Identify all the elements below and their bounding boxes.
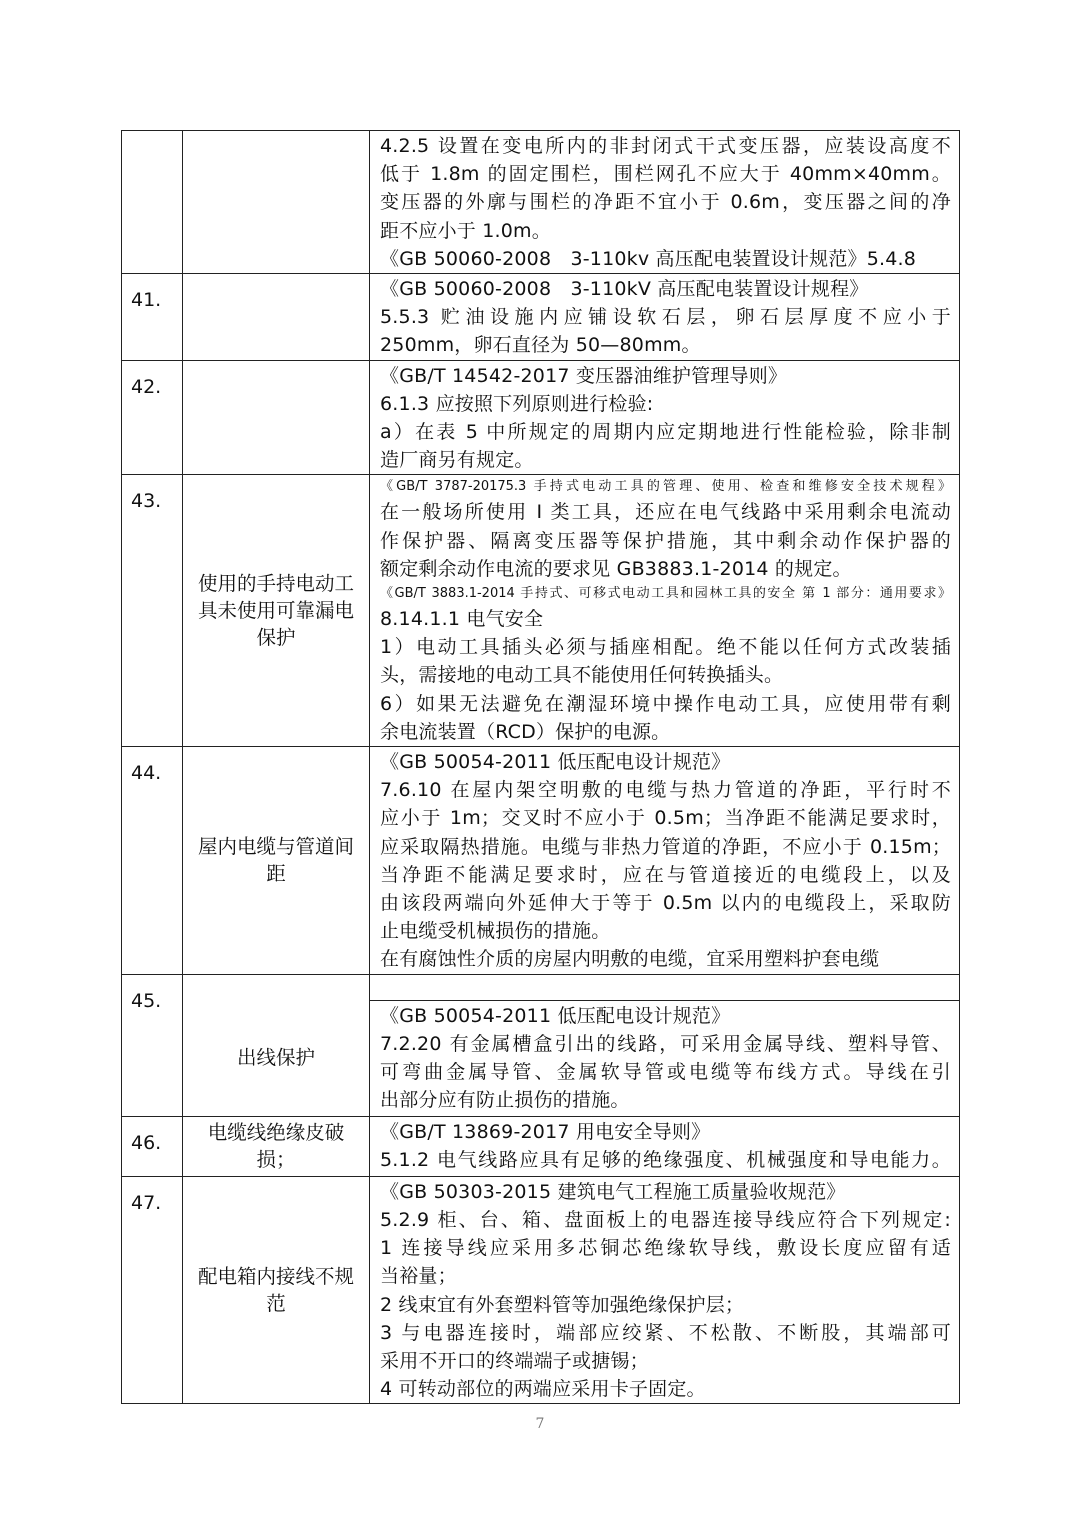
table-row xyxy=(122,274,960,361)
hazard-item xyxy=(183,274,370,361)
basis-line: 2 线束宜有外套塑料管等加强绝缘保护层； xyxy=(380,1293,745,1316)
regulation-basis xyxy=(370,747,960,975)
basis-line: 《GB 50060-2008 3-110kv 高压配电装置设计规范》5.4.8 xyxy=(380,247,917,270)
basis-line: 《GB/T 13869-2017 用电安全导则》 xyxy=(380,1120,711,1143)
basis-line: 当净距不能满足要求时，应在与管道接近的电缆段上，以及 xyxy=(380,863,951,886)
basis-line: 3 与电器连接时，端部应绞紧、不松散、不断股，其端部可 xyxy=(380,1321,951,1344)
basis-line: 应采取隔热措施。电缆与非热力管道的净距，不应小于 0.15m； xyxy=(380,835,951,858)
table-row xyxy=(122,1176,960,1404)
basis-line: a）在表 5 中所规定的周期内应定期地进行性能检验，除非制 xyxy=(380,421,951,444)
basis-line: 采用不开口的终端端子或搪锡； xyxy=(380,1349,649,1372)
basis-line: 作保护器、隔离变压器等保护措施，其中剩余动作保护器的 xyxy=(380,529,951,552)
basis-line: 余电流装置（RCD）保护的电源。 xyxy=(380,720,671,743)
basis-line: 在一般场所使用 I 类工具，还应在电气线路中采用剩余电流动 xyxy=(380,501,951,524)
table-row xyxy=(122,747,960,975)
basis-line: 低于 1.8m 的固定围栏，围栏网孔不应大于 40mm×40mm。 xyxy=(380,163,951,186)
regulation-basis xyxy=(370,360,960,475)
basis-line: 4.2.5 设置在变电所内的非封闭式干式变压器，应装设高度不 xyxy=(380,135,951,157)
basis-line: 应小于 1m；交叉时不应小于 0.5m；当净距不能满足要求时， xyxy=(380,807,951,830)
basis-line: 当裕量； xyxy=(380,1265,457,1288)
regulation-basis xyxy=(370,274,960,361)
basis-line: 4 可转动部位的两端应采用卡子固定。 xyxy=(380,1378,706,1401)
basis-line: 头，需接地的电动工具不能使用任何转换插头。 xyxy=(380,664,784,687)
basis-line: 250mm，卵石直径为 50—80mm。 xyxy=(380,334,701,357)
table-row xyxy=(122,131,960,274)
row-number xyxy=(122,131,183,274)
basis-line: 1）电动工具插头必须与插座相配。绝不能以任何方式改装插 xyxy=(380,636,951,659)
basis-line: 8.14.1.1 电气安全 xyxy=(380,608,544,631)
hazard-item xyxy=(183,360,370,475)
row-number: 43. xyxy=(122,475,183,747)
basis-line: 7.2.20 有金属槽盒引出的线路，可采用金属导线、塑料导管、 xyxy=(380,1032,951,1055)
hazard-item: 配电箱内接线不规范 xyxy=(183,1176,370,1404)
regulation-basis xyxy=(370,475,960,747)
basis-line: 《GB/T 14542-2017 变压器油维护管理导则》 xyxy=(380,364,788,387)
hazard-item: 出线保护 xyxy=(183,974,370,1116)
basis-line: 6）如果无法避免在潮湿环境中操作电动工具，应使用带有剩 xyxy=(380,692,951,715)
basis-line: 在有腐蚀性介质的房屋内明敷的电缆，宜采用塑料护套电缆 xyxy=(380,948,880,971)
basis-line: 1 连接导线应采用多芯铜芯绝缘软导线，敷设长度应留有适 xyxy=(380,1237,951,1260)
basis-line: 5.2.9 柜、台、箱、盘面板上的电器连接导线应符合下列规定: xyxy=(380,1208,951,1231)
basis-line: 止电缆受机械损伤的措施。 xyxy=(380,920,611,943)
hazard-item: 使用的手持电动工具未使用可靠漏电保护 xyxy=(183,475,370,747)
row-number: 45. xyxy=(122,974,183,1116)
regulation-basis xyxy=(370,1176,960,1404)
basis-line: 《GB/T 3883.1-2014 手持式、可移式电动工具和园林工具的安全 第 1 部分：通用要求》 xyxy=(380,586,951,602)
basis-line: 5.5.3 贮油设施内应铺设软石层，卵石层厚度不应小于 xyxy=(380,306,951,329)
hazard-item: 屋内电缆与管道间距 xyxy=(183,747,370,975)
hazard-item: 电缆线绝缘皮破损； xyxy=(183,1116,370,1176)
basis-line: 6.1.3 应按照下列原则进行检验: xyxy=(380,392,654,415)
regulation-table xyxy=(121,130,960,1404)
basis-line: 《GB 50060-2008 3-110kV 高压配电装置设计规程》 xyxy=(380,278,869,301)
basis-line: 出部分应有防止损伤的措施。 xyxy=(380,1089,630,1112)
regulation-basis xyxy=(370,974,960,1116)
row-number: 41. xyxy=(122,274,183,361)
basis-line: 《GB 50054-2011 低压配电设计规范》 xyxy=(380,751,731,774)
basis-line: 5.1.2 电气线路应具有足够的绝缘强度、机械强度和导电能力。 xyxy=(380,1148,951,1171)
basis-line: 《GB/T 3787-20175.3 手持式电动工具的管理、使用、检查和维修安全技术规程》 xyxy=(380,479,951,495)
row-number: 46. xyxy=(122,1116,183,1176)
basis-line: 《GB 50054-2011 低压配电设计规范》 xyxy=(380,1004,731,1027)
table-row xyxy=(122,475,960,747)
table-row xyxy=(122,360,960,475)
page-number: 7 xyxy=(535,1416,545,1432)
hazard-item xyxy=(183,131,370,274)
basis-line: 《GB 50303-2015 建筑电气工程施工质量验收规范》 xyxy=(380,1180,846,1203)
basis-line: 造厂商另有规定。 xyxy=(380,449,534,472)
basis-line: 距不应小于 1.0m。 xyxy=(380,219,551,242)
row-number: 42. xyxy=(122,360,183,475)
basis-line: 额定剩余动作电流的要求见 GB3883.1-2014 的规定。 xyxy=(380,557,852,580)
table-row xyxy=(122,974,960,1116)
empty-subcell xyxy=(370,975,959,1001)
row-number: 44. xyxy=(122,747,183,975)
basis-line: 可弯曲金属导管、金属软导管或电缆等布线方式。导线在引 xyxy=(380,1061,951,1084)
row-number: 47. xyxy=(122,1176,183,1404)
basis-line: 变压器的外廓与围栏的净距不宜小于 0.6m，变压器之间的净 xyxy=(380,191,951,214)
basis-line: 7.6.10 在屋内架空明敷的电缆与热力管道的净距，平行时不 xyxy=(380,779,951,802)
basis-line: 由该段两端向外延伸大于等于 0.5m 以内的电缆段上，采取防 xyxy=(380,892,951,915)
regulation-basis xyxy=(370,131,960,274)
table-row xyxy=(122,1116,960,1176)
regulation-basis xyxy=(370,1116,960,1176)
